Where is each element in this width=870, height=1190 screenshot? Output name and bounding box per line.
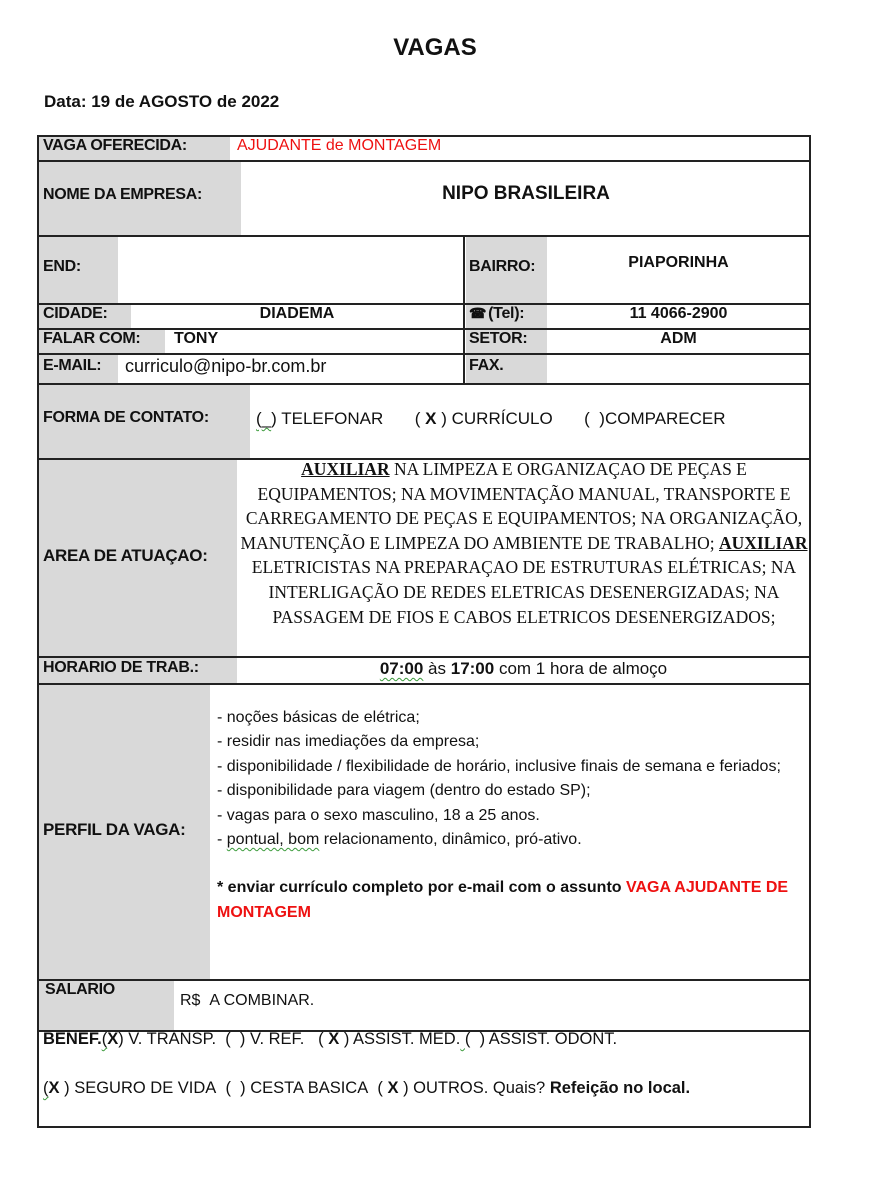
salario-label: SALARIO <box>45 981 115 998</box>
phone-icon: ☎ <box>469 305 487 321</box>
salario-value: R$ A COMBINAR. <box>180 992 315 1009</box>
option-label: TELEFONAR <box>281 409 384 428</box>
perfil-item: - noções básicas de elétrica; <box>217 709 420 726</box>
row-divider <box>37 383 811 385</box>
email-value[interactable]: curriculo@nipo-br.com.br <box>125 356 327 376</box>
horario-label: HORARIO DE TRAB.: <box>43 659 199 676</box>
area-atuacao-label: AREA DE ATUAÇAO: <box>43 546 208 565</box>
beneficios-line-2 <box>43 1079 690 1098</box>
telefone-value: 11 4066-2900 <box>629 305 728 322</box>
outros-value: Refeição no local. <box>549 1079 691 1097</box>
row-divider <box>37 656 811 658</box>
nome-empresa-label: NOME DA EMPRESA: <box>43 186 203 203</box>
perfil-item: - pontual, bom relacionamento, dinâmico, pró-ativo. <box>217 831 582 849</box>
option-label: CURRÍCULO <box>451 409 553 428</box>
benefit-cesta-basica[interactable]: ( ) CESTA BASICA <box>225 1079 369 1097</box>
benefit-v-transp[interactable]: (X) V. TRANSP. <box>101 1030 217 1048</box>
perfil-item: - residir nas imediações da empresa; <box>217 733 480 751</box>
setor-value: ADM <box>660 330 697 347</box>
setor-label: SETOR: <box>469 330 528 347</box>
vaga-oferecida-label: VAGA OFERECIDA: <box>43 137 187 154</box>
benefit-assist-odont[interactable]: ( ) ASSIST. ODONT. <box>464 1030 618 1048</box>
vaga-oferecida-value: AJUDANTE de MONTAGEM <box>237 137 442 154</box>
emphasis-auxiliar: AUXILIAR <box>301 459 390 479</box>
row-divider <box>37 979 811 981</box>
benefit-v-ref[interactable]: ( ) V. REF. <box>225 1030 305 1048</box>
perfil-list <box>217 706 809 925</box>
checkbox-comparecer[interactable]: ( ) <box>584 409 605 428</box>
page-title: VAGAS <box>393 34 477 61</box>
row-divider <box>37 235 811 237</box>
row-divider <box>37 683 811 685</box>
falar-com-label: FALAR COM: <box>43 330 141 347</box>
checkbox-curriculo[interactable]: ( X ) <box>414 409 447 428</box>
contact-option-comparecer[interactable] <box>584 409 725 428</box>
checkbox-telefonar[interactable]: (_ <box>256 409 272 428</box>
perfil-label: PERFIL DA VAGA: <box>43 820 186 839</box>
email-label: E-MAIL: <box>43 357 102 374</box>
beneficios-line-1 <box>43 1030 617 1049</box>
nome-empresa-value: NIPO BRASILEIRA <box>442 183 610 204</box>
cidade-value: DIADEMA <box>259 305 335 322</box>
endereco-label: END: <box>43 258 81 275</box>
perfil-item: - vagas para o sexo masculino, 18 a 25 anos. <box>217 806 540 824</box>
emphasis-auxiliar: AUXILIAR <box>719 532 808 553</box>
benefit-outros[interactable]: ( X ) OUTROS. Quais? <box>377 1079 546 1097</box>
forma-contato-label: FORMA DE CONTATO: <box>43 409 209 426</box>
horario-value: 07:00 às 17:00 com 1 hora de almoço <box>379 659 668 678</box>
row-divider <box>37 353 811 355</box>
area-atuacao-value: AUXILIAR NA LIMPEZA E ORGANIZAÇAO DE PEÇAS E EQUIPAMENTOS; NA MOVIMENTAÇÃO MANUAL, TRANSPORTE E CARREGAMENTO DE PEÇAS E EQUIPAMENTOS; NA ORGANIZAÇÃO, MANUTENÇÃO E LIMPEZA DO AMBIENTE DE TRABALHO; AUXILIAR ELETRICISTAS NA PREPARAÇAO DE ESTRUTURAS ELÉTRICAS; NA INTERLIGAÇÃO DE REDES ELETRICAS DESENERGIZADAS; NA PASSAGEM DE FIOS E CABOS ELETRICOS DESENERGIZADOS; <box>240 459 808 627</box>
column-divider <box>463 235 465 383</box>
email-subject: VAGA AJUDANTE DE MONTAGEM <box>217 879 789 921</box>
option-label: COMPARECER <box>604 409 726 428</box>
perfil-item: - disponibilidade para viagem (dentro do estado SP); <box>217 782 591 800</box>
bairro-label: BAIRRO: <box>469 258 536 275</box>
falar-com-value: TONY <box>174 330 219 347</box>
fax-label: FAX. <box>469 357 504 374</box>
bairro-value: PIAPORINHA <box>628 254 729 271</box>
benefit-assist-med[interactable]: ( X ) ASSIST. MED. <box>318 1030 461 1048</box>
contact-option-telefonar[interactable]: (_) TELEFONAR <box>256 409 384 428</box>
benefit-seguro-vida[interactable]: (X ) SEGURO DE VIDA <box>43 1079 217 1097</box>
cidade-label: CIDADE: <box>43 305 108 322</box>
beneficios-label: BENEF. <box>43 1030 102 1048</box>
row-divider <box>37 160 811 162</box>
perfil-item: - disponibilidade / flexibilidade de horário, inclusive finais de semana e feriados; <box>217 757 781 775</box>
forma-contato-options <box>256 409 726 429</box>
perfil-note: * enviar currículo completo por e-mail com o assunto VAGA AJUDANTE DE MONTAGEM <box>217 879 789 921</box>
contact-option-curriculo[interactable] <box>415 409 558 428</box>
date-label: Data: 19 de AGOSTO de 2022 <box>44 92 280 111</box>
telefone-label: (Tel): <box>488 305 525 322</box>
